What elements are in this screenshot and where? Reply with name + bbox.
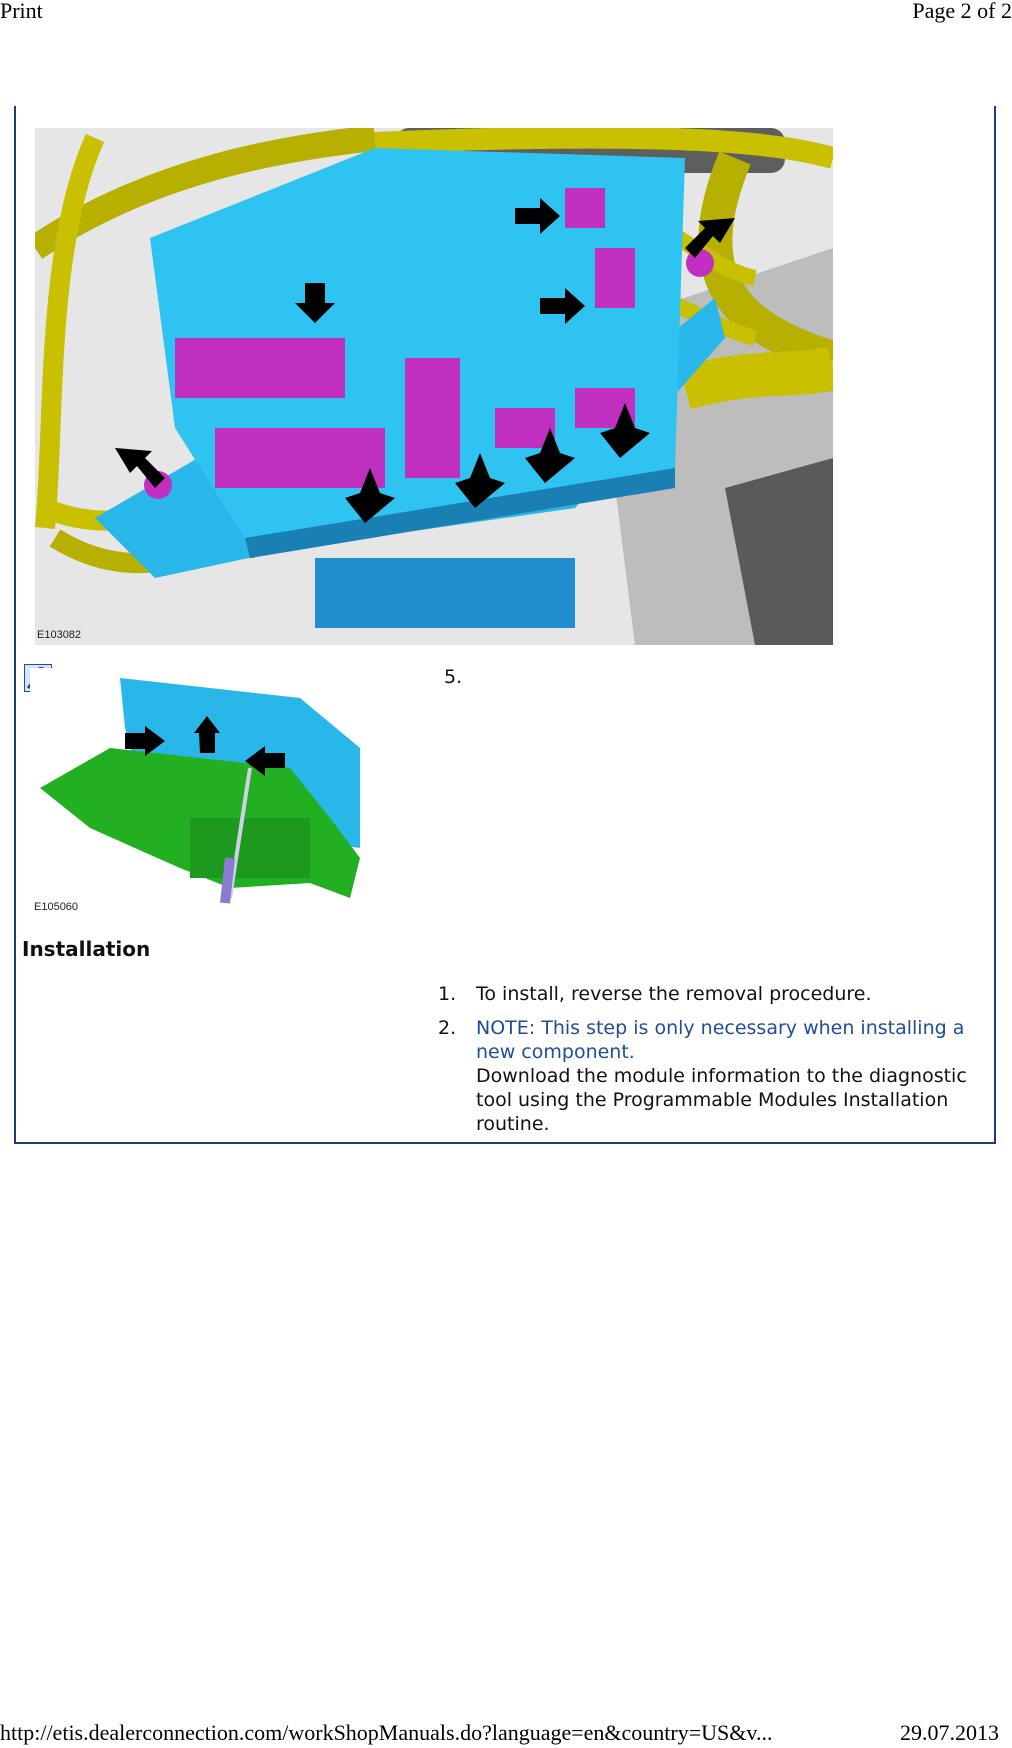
step-number: 2. [438, 1017, 457, 1039]
footer-url: http://etis.dealerconnection.com/workShopManuals.do?language=en&country=US&v... [0, 1720, 773, 1745]
installation-heading: Installation [22, 937, 151, 961]
list-item [430, 982, 990, 1006]
step-number: 1. [438, 983, 457, 1005]
page-header-title: Print [0, 0, 43, 23]
installation-steps [430, 982, 990, 1146]
step-text: Download the module information to the diagnostic tool using the Programmable Modules Installation routine. [476, 1065, 967, 1135]
figure-module-bracket [30, 668, 386, 916]
figure-2-code: E105060 [34, 901, 79, 913]
page-number: Page 2 of 2 [912, 0, 1012, 23]
figure-1-code: E103082 [37, 629, 82, 641]
footer-date: 29.07.2013 [900, 1720, 999, 1745]
list-item [430, 1016, 990, 1136]
step-5-label: 5. [444, 666, 463, 688]
figure-module-connectors [35, 128, 833, 645]
step-text: To install, reverse the removal procedure. [476, 983, 872, 1005]
step-note: NOTE: This step is only necessary when installing a new component. [476, 1017, 965, 1063]
